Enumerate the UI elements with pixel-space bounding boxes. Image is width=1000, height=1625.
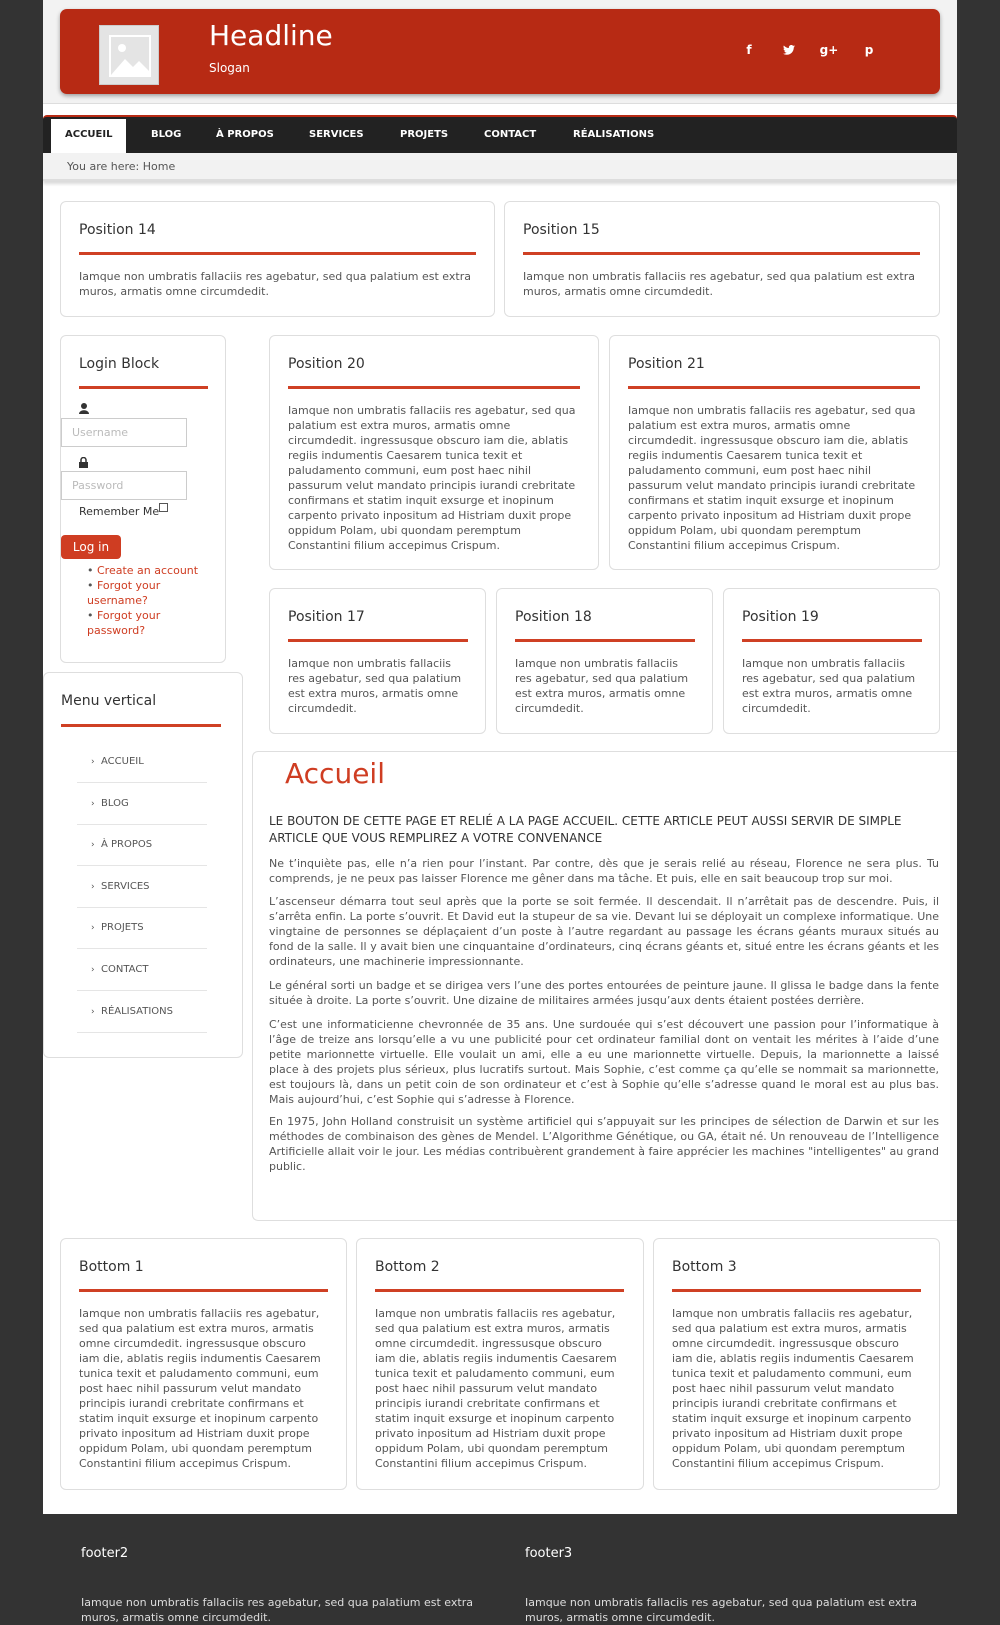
module-text: Iamque non umbratis fallaciis res agebatur, sed qua palatium est extra muros, armatis omne circumdedit. ingressusque obscuro iam die, ablatis regiis indumentis Caesarem tunica texit et paludamento communi, eum post haec nihil passurum velut mandato principis iurandi crebritate confirmans et statim inquit exsurge et inopinum carpento privato inpositum ad Histriam duxit prope oppidum Polam, ubi quondam peremptum Constantini filium accepimus Crispum. bbox=[288, 404, 576, 552]
footer3-text: Iamque non umbratis fallaciis res agebatur, sed qua palatium est extra muros, armatis omne circumdedit. bbox=[525, 1596, 917, 1624]
module-bottom-2 bbox=[356, 1238, 644, 1490]
chevron-right-icon: › bbox=[91, 923, 95, 933]
module-title: Position 15 bbox=[523, 222, 600, 238]
module-title: Menu vertical bbox=[61, 693, 157, 709]
nav-item-services[interactable]: SERVICES bbox=[309, 129, 364, 140]
module-title: Position 17 bbox=[288, 609, 365, 625]
forgot-username-link[interactable]: • Forgot your username? bbox=[87, 579, 161, 607]
module-title: Position 19 bbox=[742, 609, 819, 625]
nav-item-accueil[interactable]: ACCUEIL bbox=[51, 119, 126, 153]
site-slogan: Slogan bbox=[209, 61, 250, 75]
user-icon bbox=[79, 403, 89, 417]
module-title: Position 21 bbox=[628, 356, 705, 372]
module-position-21 bbox=[609, 335, 940, 570]
module-text: Iamque non umbratis fallaciis res agebatur, sed qua palatium est extra muros, armatis omne circumdedit. ingressusque obscuro iam die, ablatis regiis indumentis Caesarem tunica texit et paludamento communi, eum post haec nihil passurum velut mandato principis iurandi crebritate confirmans et statim inquit exsurge et inopinum carpento privato inpositum ad Histriam duxit prope oppidum Polam, ubi quondam peremptum Constantini filium accepimus Crispum. bbox=[628, 404, 916, 552]
facebook-icon[interactable]: f bbox=[746, 43, 752, 57]
nav-item-a-propos[interactable]: À PROPOS bbox=[216, 129, 274, 140]
title-underline bbox=[79, 386, 208, 389]
create-account-link[interactable]: • Create an account bbox=[87, 564, 199, 577]
article-paragraph: En 1975, John Holland construisit un système artificiel qui s’appuyait sur les principes de sélection de Darwin et sur les méthodes de combinaison des gènes de Mendel. L’Algorithme Génétique, ou GA, était né. Un renouveau de l’Intelligence Artificielle allait voir le jour. Les médias contribuèrent grandement à faire apprécier les machines "intelligentes" au grand public. bbox=[269, 1115, 939, 1173]
module-position-14 bbox=[60, 201, 495, 317]
article-paragraph: L’ascenseur démarra tout seul après que la porte se soit fermée. Il descendait. Il n’arrêtait pas de descendre. Puis, il s’arrêta enfin. La porte s’ouvrit. Et David eut la stupeur de sa vie. Devant lui se déployait un complexe informatique. Une vingtaine de personnes se déplaçaient d’un poste à l’autre regardant au passage les écrans géants muraux situés au fond de la salle. Il y avait bien une cinquantaine d’ordinateurs, cinq écrans géants et, situé entre les écrans géants et les ordinateurs, une machinerie impressionnante. bbox=[269, 895, 939, 968]
title-underline bbox=[742, 639, 922, 642]
chevron-right-icon: › bbox=[91, 799, 95, 809]
breadcrumb-home-link[interactable]: Home bbox=[142, 160, 176, 173]
chevron-right-icon: › bbox=[91, 757, 95, 767]
module-text: Iamque non umbratis fallaciis res agebatur, sed qua palatium est extra muros, armatis omne circumdedit. ingressusque obscuro iam die, ablatis regiis indumentis Caesarem tunica texit et paludamento communi, eum post haec nihil passurum velut mandato principis iurandi crebritate confirmans et statim inquit exsurge et inopinum carpento privato inpositum ad Histriam duxit prope oppidum Polam, ubi quondam peremptum Constantini filium accepimus Crispum. bbox=[79, 1307, 321, 1470]
header-wrapper bbox=[43, 0, 957, 104]
module-title: Position 18 bbox=[515, 609, 592, 625]
nav-item-realisations[interactable]: RÉALISATIONS bbox=[573, 129, 655, 140]
chevron-right-icon: › bbox=[91, 840, 95, 850]
module-title: Bottom 2 bbox=[375, 1259, 440, 1275]
module-text: Iamque non umbratis fallaciis res agebatur, sed qua palatium est extra muros, armatis omne circumdedit. bbox=[523, 270, 915, 298]
article-paragraph: Le général sorti un badge et se dirigea vers l’une des portes entourées de peinture jaune. Il glissa le badge dans la fente située à droite. La porte s’ouvrit. Une dizaine de militaires armées jusqu’aux dents étaient postées derrière. bbox=[269, 979, 939, 1007]
remember-me-label: Remember Me bbox=[79, 505, 160, 518]
module-title: Position 14 bbox=[79, 222, 156, 238]
nav-item-contact[interactable]: CONTACT bbox=[484, 129, 537, 140]
article-paragraph: C’est une informaticienne chevronnée de 35 ans. Une surdouée qui s’est découvert une passion pour l’informatique à l’âge de treize ans lorsqu’elle a vu une publicité pour cet ordinateur familial dont on ventait les mérites à l’aide d’une petite marionnette virtuelle. Elle voulait un ami, elle a eu une marionnette virtuelle. Depuis, la marionnette a laissé place à des projets plus sérieux, plus lucratifs surtout. Mais Sophie, c’est comme ça qu’elle se nommait sa marionnette, est toujours là, dans un petit coin de son ordinateur et c’est à Sophie qu’elle s’adresse quand le moral est au plus bas. Mais aujourd’hui, c’est Sophie qui s’adresse à Florence. bbox=[269, 1018, 939, 1106]
module-text: Iamque non umbratis fallaciis res agebatur, sed qua palatium est extra muros, armatis omne circumdedit. bbox=[742, 657, 916, 715]
module-bottom-1 bbox=[60, 1238, 347, 1490]
module-text: Iamque non umbratis fallaciis res agebatur, sed qua palatium est extra muros, armatis omne circumdedit. bbox=[79, 270, 471, 298]
header-banner bbox=[60, 9, 940, 94]
title-underline bbox=[672, 1289, 921, 1292]
chevron-right-icon: › bbox=[91, 1007, 95, 1017]
image-placeholder-icon bbox=[109, 35, 151, 77]
title-underline bbox=[79, 1289, 328, 1292]
forgot-password-link[interactable]: • Forgot your password? bbox=[87, 609, 161, 637]
title-underline bbox=[523, 252, 920, 255]
title-underline bbox=[515, 639, 695, 642]
module-position-18 bbox=[496, 588, 713, 734]
module-title: Login Block bbox=[79, 356, 160, 372]
username-field[interactable]: Username bbox=[61, 418, 187, 447]
module-text: Iamque non umbratis fallaciis res agebatur, sed qua palatium est extra muros, armatis omne circumdedit. bbox=[515, 657, 689, 715]
module-position-19 bbox=[723, 588, 940, 734]
vmenu-item-a-propos[interactable]: › À PROPOS bbox=[77, 825, 207, 866]
google-plus-icon[interactable]: g+ bbox=[819, 43, 839, 57]
module-title: Bottom 3 bbox=[672, 1259, 737, 1275]
module-title: Position 20 bbox=[288, 356, 365, 372]
login-links bbox=[87, 563, 217, 638]
lock-icon bbox=[79, 457, 88, 471]
page-container bbox=[43, 0, 957, 1514]
module-position-20 bbox=[269, 335, 599, 570]
password-field[interactable]: Password bbox=[61, 471, 187, 500]
chevron-right-icon: › bbox=[91, 965, 95, 975]
title-underline bbox=[628, 386, 920, 389]
vmenu-item-blog[interactable]: › BLOG bbox=[77, 784, 207, 825]
module-title: Bottom 1 bbox=[79, 1259, 144, 1275]
breadcrumb-prefix: You are here: bbox=[67, 160, 140, 173]
module-position-15 bbox=[504, 201, 940, 317]
vmenu-item-services[interactable]: › SERVICES bbox=[77, 867, 207, 908]
pinterest-icon[interactable]: p bbox=[864, 43, 874, 57]
article-title: Accueil bbox=[285, 757, 385, 790]
module-text: Iamque non umbratis fallaciis res agebatur, sed qua palatium est extra muros, armatis omne circumdedit. bbox=[288, 657, 462, 715]
module-position-17 bbox=[269, 588, 486, 734]
chevron-right-icon: › bbox=[91, 882, 95, 892]
article-subtitle: LE BOUTON DE CETTE PAGE ET RELIÉ A LA PAGE ACCUEIL. CETTE ARTICLE PEUT AUSSI SERVIR DE SIMPLE ARTICLE QUE VOUS REMPLIREZ A VOTRE CONVENANCE bbox=[269, 814, 902, 845]
title-underline bbox=[61, 724, 221, 727]
title-underline bbox=[288, 639, 468, 642]
module-bottom-3 bbox=[653, 1238, 940, 1490]
site-headline: Headline bbox=[209, 19, 333, 52]
twitter-icon[interactable] bbox=[778, 39, 800, 61]
title-underline bbox=[375, 1289, 624, 1292]
vmenu-item-accueil[interactable]: › ACCUEIL bbox=[77, 742, 207, 783]
main-nav bbox=[43, 115, 957, 153]
footer2-text: Iamque non umbratis fallaciis res agebatur, sed qua palatium est extra muros, armatis omne circumdedit. bbox=[81, 1596, 473, 1624]
footer3-title: footer3 bbox=[525, 1546, 573, 1561]
logo-image[interactable] bbox=[99, 25, 159, 85]
vmenu-item-contact[interactable]: › CONTACT bbox=[77, 950, 207, 991]
vmenu-item-realisations[interactable]: › RÉALISATIONS bbox=[77, 992, 207, 1033]
footer2-title: footer2 bbox=[81, 1546, 129, 1561]
title-underline bbox=[79, 252, 476, 255]
remember-me-checkbox[interactable] bbox=[159, 503, 168, 512]
title-underline bbox=[288, 386, 580, 389]
module-text: Iamque non umbratis fallaciis res agebatur, sed qua palatium est extra muros, armatis omne circumdedit. ingressusque obscuro iam die, ablatis regiis indumentis Caesarem tunica texit et paludamento communi, eum post haec nihil passurum velut mandato principis iurandi crebritate confirmans et statim inquit exsurge et inopinum carpento privato inpositum ad Histriam duxit prope oppidum Polam, ubi quondam peremptum Constantini filium accepimus Crispum. bbox=[375, 1307, 617, 1470]
vmenu-item-projets[interactable]: › PROJETS bbox=[77, 908, 207, 949]
login-button[interactable]: Log in bbox=[61, 535, 121, 559]
nav-item-projets[interactable]: PROJETS bbox=[400, 129, 449, 140]
nav-item-blog[interactable]: BLOG bbox=[151, 129, 182, 140]
article-paragraph: Ne t’inquiète pas, elle n’a rien pour l’instant. Par contre, dès que je serais relié au réseau, Florence ne sera plus. Tu comprends, je ne peux pas laisser Florence me gêner dans ma tâche. Et puis, elle en sait beaucoup trop sur moi. bbox=[269, 857, 939, 885]
module-text: Iamque non umbratis fallaciis res agebatur, sed qua palatium est extra muros, armatis omne circumdedit. ingressusque obscuro iam die, ablatis regiis indumentis Caesarem tunica texit et paludamento communi, eum post haec nihil passurum velut mandato principis iurandi crebritate confirmans et statim inquit exsurge et inopinum carpento privato inpositum ad Histriam duxit prope oppidum Polam, ubi quondam peremptum Constantini filium accepimus Crispum. bbox=[672, 1307, 914, 1470]
breadcrumb bbox=[43, 153, 957, 181]
